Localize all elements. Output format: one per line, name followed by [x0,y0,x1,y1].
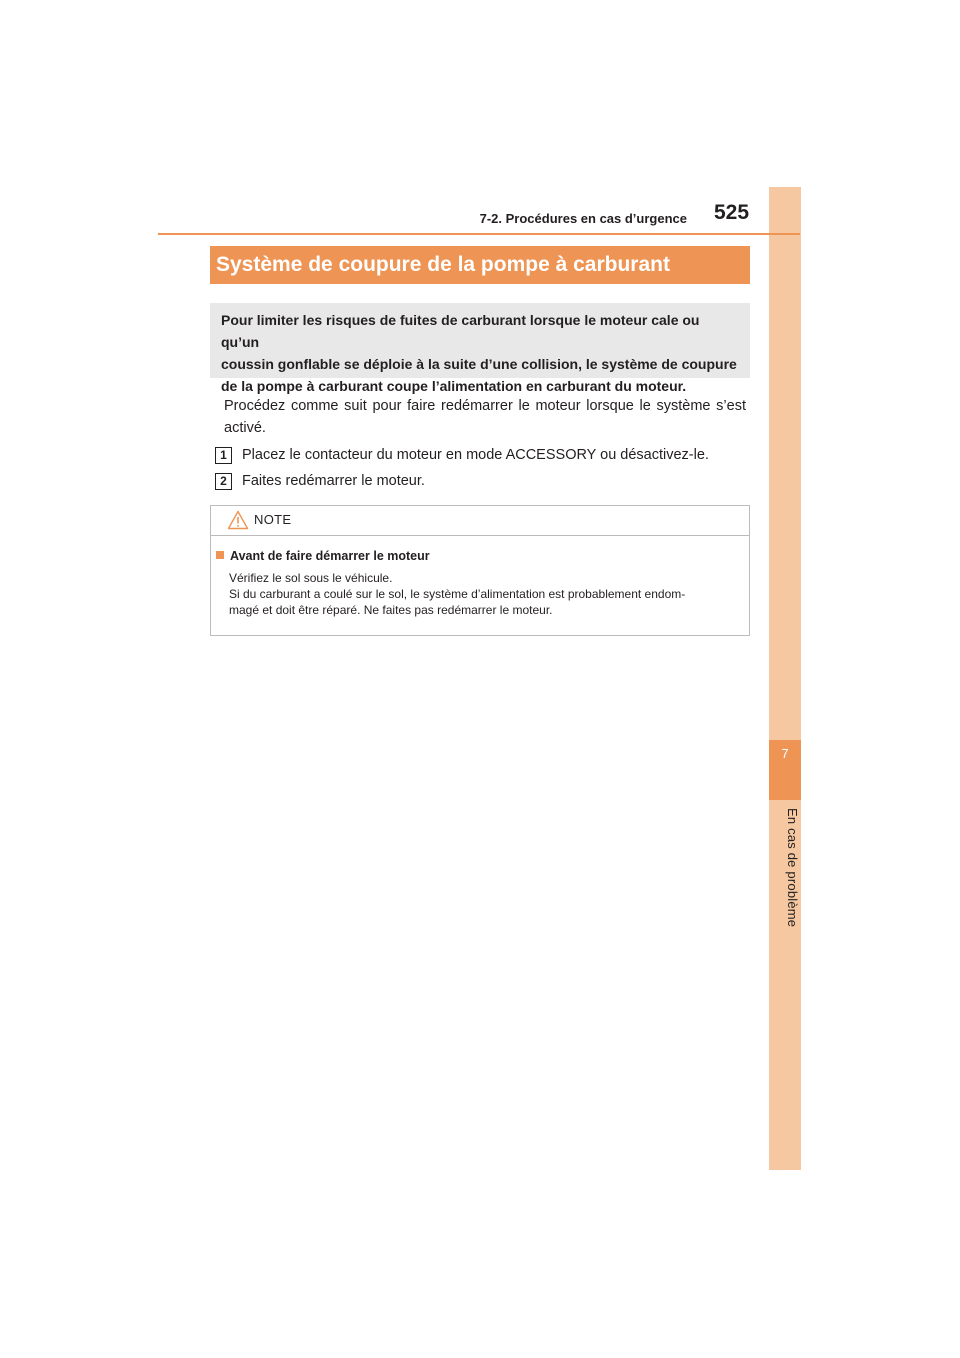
note-box [210,505,750,636]
header-rule [158,233,800,235]
page-number: 525 [714,201,750,224]
step-1 [215,444,755,466]
note-item-title [216,549,430,563]
step-2 [215,470,755,492]
note-header [211,506,749,536]
step-text: Faites redémarrer le moteur. [242,473,425,489]
title-bar [210,246,750,284]
note-line: Vérifiez le sol sous le véhicule. [229,571,393,585]
chapter-title-vertical: En cas de problème [785,808,800,928]
chapter-side-tab [769,187,801,1170]
note-label: NOTE [254,512,292,527]
intro-line: coussin gonflable se déploie à la suite d’une collision, le système de coupure [221,356,737,372]
note-item-title-text: Avant de faire démarrer le moteur [230,549,430,563]
body-paragraph: Procédez comme suit pour faire redémarrer le moteur lorsque le système s’est activé. [224,398,746,436]
step-text: Placez le contacteur du moteur en mode ACCESSORY ou désactivez-le. [242,447,709,463]
intro-line: de la pompe à carburant coupe l’alimentation en carburant du moteur. [221,378,687,394]
section-label: 7-2. Procédures en cas d’urgence [479,211,687,226]
chapter-number: 7 [781,746,789,761]
step-number-badge: 1 [215,447,232,464]
warning-triangle-icon [227,510,249,530]
intro-line: Pour limiter les risques de fuites de carburant lorsque le moteur cale ou qu’un [221,312,700,350]
step-number-badge: 2 [215,473,232,490]
intro-box [210,303,750,394]
note-line: magé et doit être réparé. Ne faites pas redémarrer le moteur. [229,603,553,617]
page-title: Système de coupure de la pompe à carburant [216,253,670,276]
note-line: Si du carburant a coulé sur le sol, le système d’alimentation est probablement endom- [229,587,686,601]
square-bullet-icon [216,551,224,559]
